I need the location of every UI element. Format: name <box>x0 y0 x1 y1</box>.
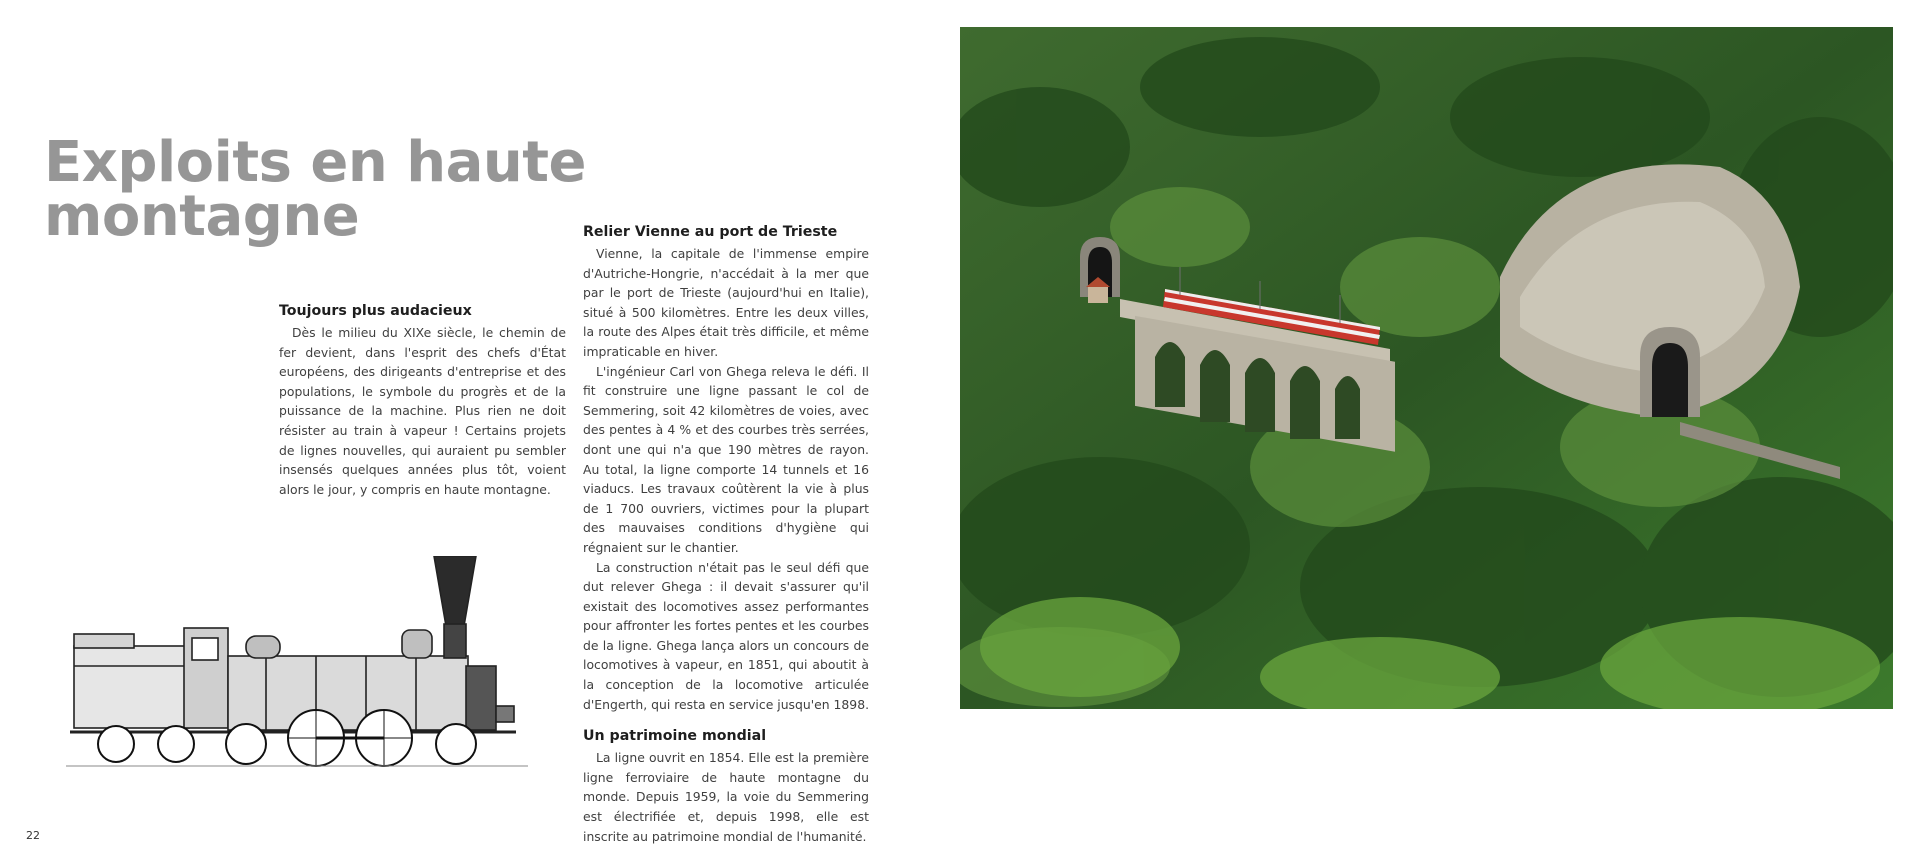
semmering-photo <box>960 27 1893 709</box>
section-heading: Un patrimoine mondial <box>583 728 767 745</box>
paragraph: L'ingénieur Carl von Ghega releva le défi. Il fit construire une ligne passant le col de Semmering, soit 42 kilomètres de voies, avec des pentes à 4 % et des courbes très serrées, dont une qui n'a que 190 mètres de rayon. Au total, la ligne comporte 14 tunnels et 16 viaducs. Les travaux coûtèrent la vie à plus de 1 700 ouvriers, victimes pour la plupart des mauvaises conditions d'hygiène qui régnaient sur le chantier. <box>583 363 869 555</box>
section-heading: Toujours plus audacieux <box>279 303 472 319</box>
page-number: 22 <box>26 829 40 842</box>
column-left <box>279 301 566 499</box>
page-title <box>44 130 604 249</box>
section-vienne-trieste <box>583 222 869 714</box>
paragraph: Dès le milieu du XIXe siècle, le chemin de fer devient, dans l'esprit des chefs d'État européens, des dirigeants d'entreprise et des populations, le symbole du progrès et de la puissance de la machine. Plus rien ne doit résister au train à vapeur ! Certains projets de lignes nouvelles, qui auraient pu sembler insensés quelques années plus tôt, voient alors le jour, y compris en haute montagne. <box>279 325 566 497</box>
paragraph: Vienne, la capitale de l'immense empire d'Autriche-Hongrie, n'accédait à la mer que par le port de Trieste (aujourd'hui en Italie), situé à 500 kilomètres. Entre les deux villes, la route des Alpes était très difficile, et même impraticable en hiver. <box>583 246 869 359</box>
locomotive-illustration <box>66 556 528 768</box>
paragraph: La ligne ouvrit en 1854. Elle est la première ligne ferroviaire de haute montagne du monde. Depuis 1959, la voie du Semmering est électrifiée et, depuis 1998, elle est inscrite au patrimoine mondial de l'humanité. <box>583 750 869 844</box>
photo-image <box>960 27 1893 709</box>
section-patrimoine <box>583 726 869 846</box>
title-line-2: montagne <box>44 184 360 249</box>
paragraph: La construction n'était pas le seul défi que dut relever Ghega : il devait s'assurer qu'il existait des locomotives assez performantes pour affronter les fortes pentes et les courbes de la ligne. Ghega lança alors un concours de locomotives à vapeur, en 1851, qui aboutit à la conception de la locomotive articulée d'Engerth, qui resta en service jusqu'en 1898. <box>583 559 870 712</box>
title-line-1: Exploits en haute <box>44 130 587 195</box>
section-toujours <box>279 301 566 499</box>
column-right <box>583 222 869 846</box>
section-heading: Relier Vienne au port de Trieste <box>583 224 838 240</box>
